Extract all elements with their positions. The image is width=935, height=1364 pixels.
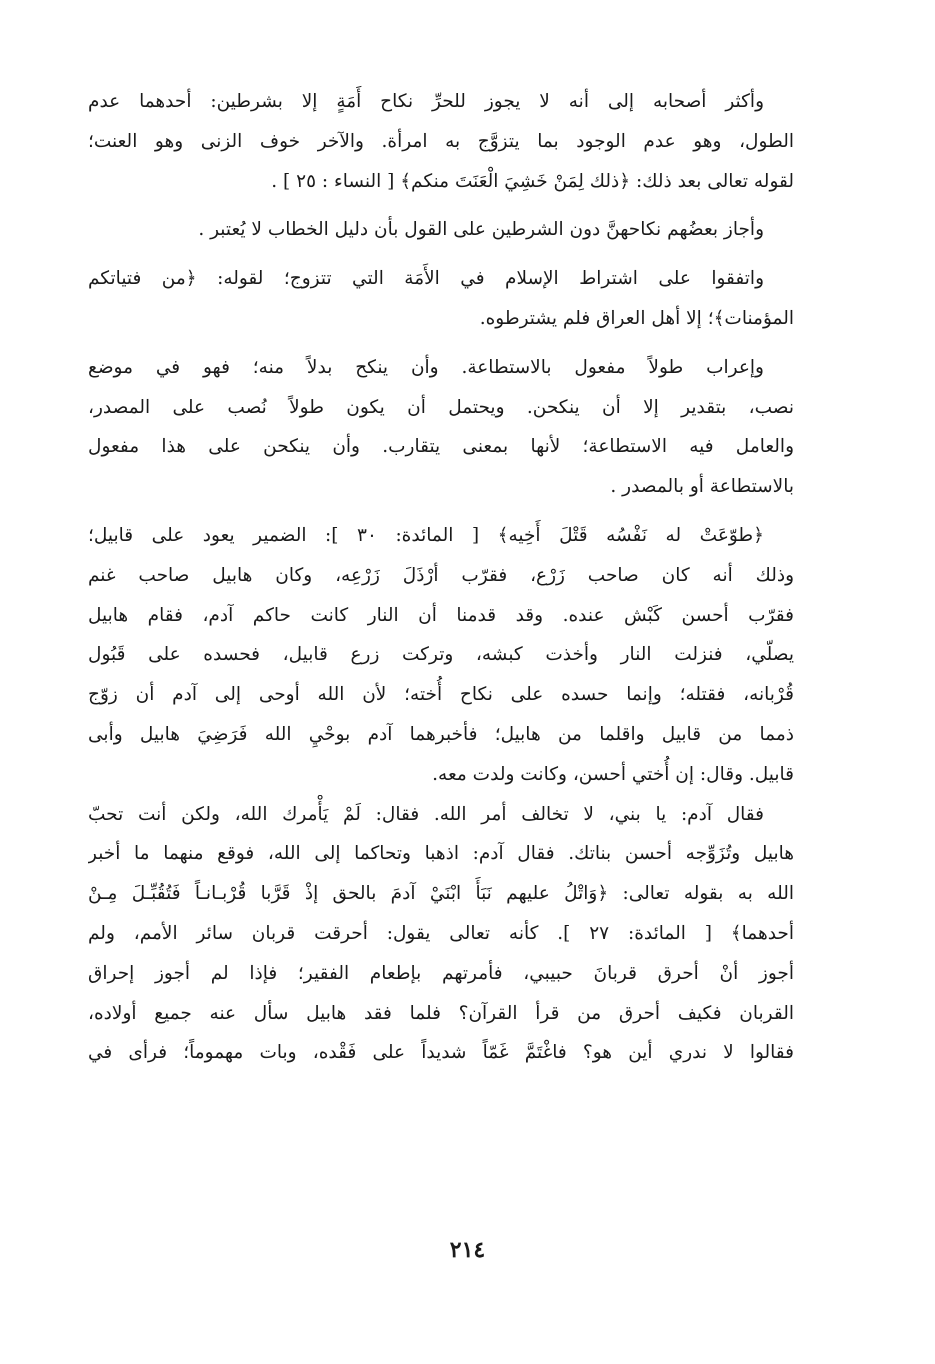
text-line: وذلك أنه كان صاحب زَرْع، فقرّب أرْذَلَ زَرْعِه، وكان هابيل صاحب غنم	[88, 564, 794, 586]
text-line: المؤمنات﴾؛ إلا أهل العراق فلم يشترطوه.	[479, 307, 794, 329]
text-line: والعامل فيه الاستطاعة؛ لأنها بمعنى يتقارب. وأن ينكحن على هذا مفعول	[88, 436, 794, 458]
text-line: القربان فكيف أحرق من قرأ القرآن؟ فلما فقد هابيل سأل عنه جميع أولاده،	[88, 1002, 794, 1024]
page-number: ٢١٤	[449, 1237, 486, 1263]
text-line: قُرْبانه، فقتله؛ وإنما حسده على نكاح أُخته؛ لأن الله أوحى إلى آدم أن زوّج	[88, 684, 794, 706]
text-line: وأكثر أصحابه إلى أنه لا يجوز للحرِّ نكاح أَمَةٍ إلا بشرطين: أحدهما عدم	[88, 91, 764, 112]
text-line: فقالوا لا ندري أين هو؟ فاغْتَمَّ غَمّاً شديداً على فَقْده، وبات مهموماً؛ فرأى في	[88, 1042, 794, 1064]
paragraph-6	[88, 795, 794, 1074]
text-line: فقرّب أحسن كَبْش عنده. وقد قدمنا أن النار كانت حاكم آدم، فقام هابيل	[88, 604, 794, 626]
text-line: الله به بقوله تعالى: ﴿وَاتْلُ عليهم نَبَأَ ابْنَيْ آدمَ بالحق إذْ قَرَّبا قُرْبـانـاً فَتُقُبِّـلَ مِـنْ	[88, 883, 794, 905]
text-line: ذمما من قابيل واقلما من هابيل؛ فأخبرهما آدم بوحْيِ الله فَرَضِيَ هابيل وأبى	[88, 723, 794, 745]
paragraph-1	[88, 82, 794, 201]
text-line: قابيل. وقال: إن أُختي أحسن، وكانت ولدت معه.	[432, 763, 794, 785]
text-line: وأجاز بعضُهم نكاحهنَّ دون الشرطين على القول بأن دليل الخطاب لا يُعتبر .	[198, 219, 764, 241]
text-line: بالاستطاعة أو بالمصدر .	[610, 476, 794, 498]
text-line: هابيل وتُزَوِّجه أحسن بناتك. فقال آدم: اذهبا وتحاكما إلى الله، فوقع منهما ما أخبر	[88, 843, 794, 865]
paragraph-3	[88, 259, 794, 339]
paragraph-2	[88, 210, 794, 250]
text-line: يصلّي، فنزلت النار وأخذت كبشه، وتركت زرع قابيل، فحسده على قَبُول	[88, 644, 794, 666]
text-line: الطول، وهو عدم الوجود بما يتزوَّج به امرأة. والآخر خوف الزنى وهو العنت؛	[88, 130, 794, 152]
text-line: فقال آدم: يا بني، لا تخالف أمر الله. فقال: لَمْ يَأْمرك الله، ولكن أنت تحبّ	[88, 803, 764, 825]
text-line: أجوز أنْ أحرق قربانَ حبيبي، فأمرتهم بإطعام الفقير؛ فإذا لم أجوز إحراق	[88, 962, 794, 984]
text-line: نصب، بتقدير إلا أن ينكحن. ويحتمل أن يكون طولاً نُصب على المصدر،	[88, 396, 794, 418]
text-line: لقوله تعالى بعد ذلك: ﴿ذلك لِمَنْ خَشِيَ الْعَنَتَ منكم﴾ [ النساء : ٢٥ ] .	[271, 170, 794, 192]
paragraph-4	[88, 348, 794, 507]
paragraph-5	[88, 516, 794, 795]
text-line: وإعراب طولاً مفعول بالاستطاعة. وأن ينكح بدلاً منه؛ فهو في موضع	[88, 356, 764, 378]
text-line: أحدهما﴾ [ المائدة: ٢٧ ]. كأنه تعالى يقول: أحرقت قربان سائر الأمم، ولم	[88, 922, 794, 944]
page-body	[88, 82, 794, 1073]
text-line: واتفقوا على اشتراط الإسلام في الأَمَة التي تتزوج؛ لقوله: ﴿من فتياتكم	[88, 268, 764, 290]
text-line: ﴿طوّعَتْ له نَفْسُه قَتْلَ أَخِيه﴾ [ المائدة: ٣٠ ]: الضمير يعود على قابيل؛	[88, 524, 764, 546]
